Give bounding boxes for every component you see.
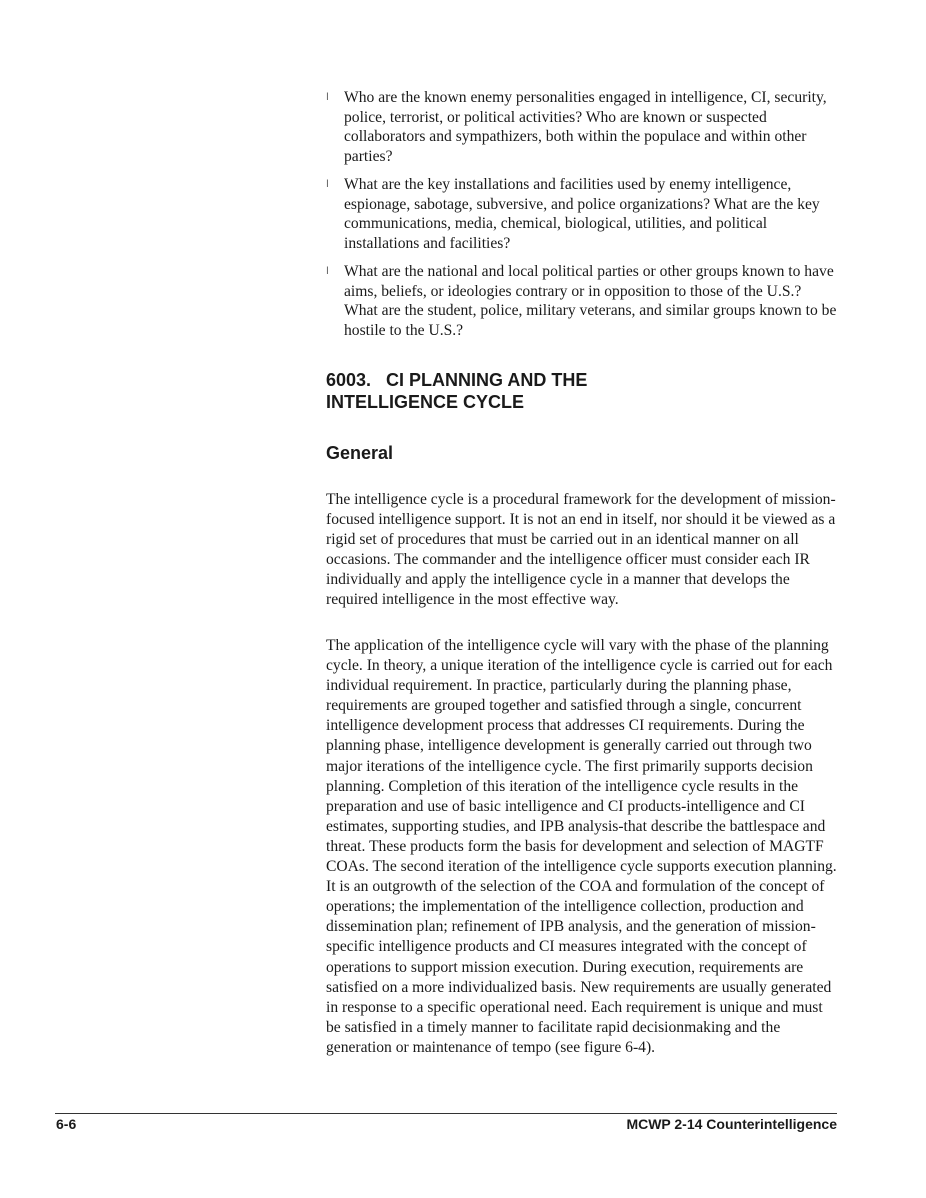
bullet-text: What are the national and local political parties or other groups known to have aims, beliefs, or ideologies contrary or in opposition to those of the U.S.? What are the student, police, military veterans, and similar groups known to be hostile to the U.S.? bbox=[344, 263, 837, 339]
publication-title: MCWP 2-14 Counterintelligence bbox=[626, 1116, 837, 1132]
section-title bbox=[326, 369, 726, 413]
bullet-text: What are the key installations and facilities used by enemy intelligence, espionage, sabotage, subversive, and police organizations? What are the key communications, media, chemical, biological, utilities, and political installations and facilities? bbox=[344, 176, 820, 252]
question-bullet-list bbox=[326, 88, 838, 349]
bullet-text: Who are the known enemy personalities engaged in intelligence, CI, security, police, terrorist, or political activities? Who are known or suspected collaborators and sympathizers, both within the populace and within other parties? bbox=[344, 89, 827, 165]
bullet-marker: l bbox=[326, 92, 329, 103]
subheading-general: General bbox=[326, 443, 394, 463]
bullet-marker: l bbox=[326, 179, 329, 190]
body-paragraph: The application of the intelligence cycle will vary with the phase of the planning cycle. In theory, a unique iteration of the intelligence cycle is carried out for each individual requirement. In practice, particularly during the planning phase, requirements are grouped together and satisfied through a single, concurrent intelligence development process that addresses CI requirements. During the planning phase, intelligence development is generally carried out through two major iterations of the intelligence cycle. The first primarily supports decision planning. Completion of this iteration of the intelligence cycle results in the preparation and use of basic intelligence and CI products-intelligence and CI estimates, supporting studies, and IPB analysis-that describe the battlespace and threat. These products form the basis for development and selection of MAGTF COAs. The second iteration of the intelligence cycle supports execution planning. It is an outgrowth of the selection of the COA and formulation of the concept of operations; the implementation of the intelligence collection, production and dissemination plan; refinement of IPB analysis, and the generation of mission-specific intelligence products and CI measures integrated with the concept of operations to support mission execution. During execution, requirements are satisfied on a more individualized basis. New requirements are usually generated in response to a specific operational need. Each requirement is unique and must be satisfied in a timely manner to facilitate rapid decisionmaking and the generation or maintenance of tempo (see figure 6-4). bbox=[326, 637, 837, 1056]
bullet-item bbox=[326, 175, 838, 253]
page-number: 6-6 bbox=[56, 1116, 77, 1132]
section-title-line2: INTELLIGENCE CYCLE bbox=[326, 392, 525, 412]
bullet-marker: l bbox=[326, 266, 329, 277]
footer-divider bbox=[55, 1113, 837, 1114]
bullet-item bbox=[326, 262, 838, 340]
bullet-item bbox=[326, 88, 838, 166]
section-title-line1: 6003. CI PLANNING AND THE bbox=[326, 370, 588, 390]
body-paragraph: The intelligence cycle is a procedural framework for the development of mission-focused intelligence support. It is not an end in itself, nor should it be viewed as a rigid set of procedures that must be carried out in an identical manner on all occasions. The commander and the intelligence officer must consider each IR individually and apply the intelligence cycle in a manner that develops the required intelligence in the most effective way. bbox=[326, 491, 836, 609]
